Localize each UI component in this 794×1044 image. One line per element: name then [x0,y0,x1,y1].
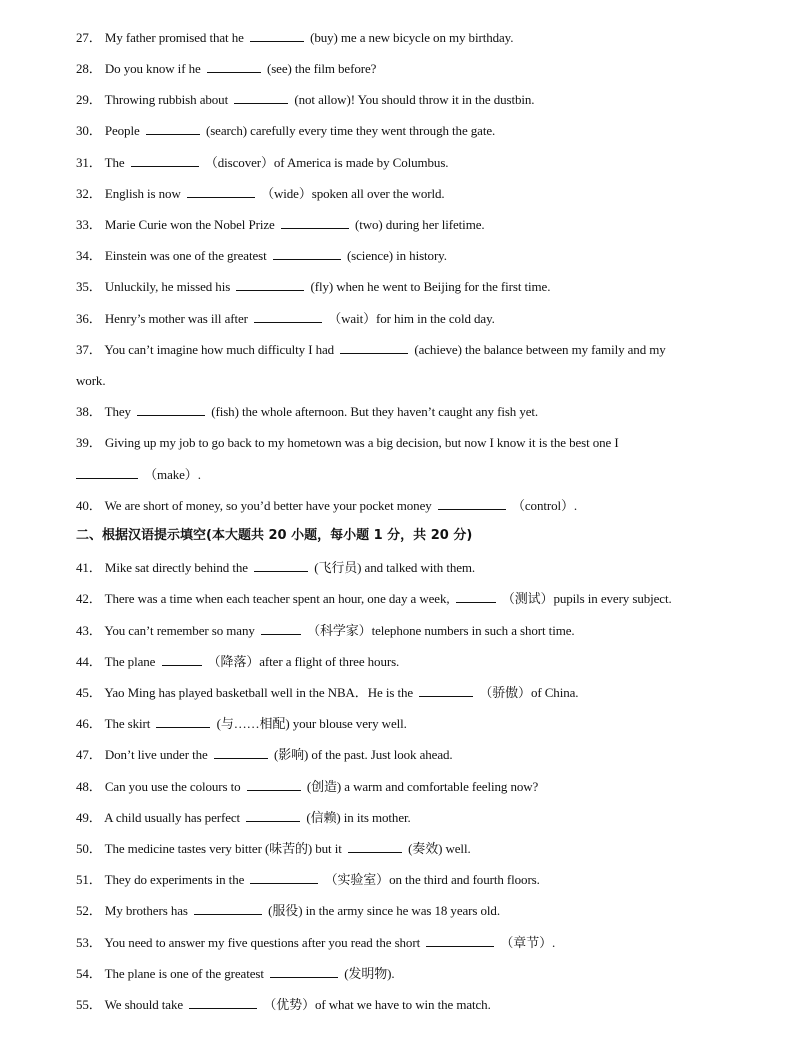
answer-blank[interactable] [247,779,301,791]
question-text: Marie Curie won the Nobel Prize [104,217,275,232]
answer-blank[interactable] [156,716,210,728]
question-text: A child usually has perfect [104,810,241,825]
answer-blank[interactable] [261,623,301,635]
question-53 [76,935,555,951]
question-hint: (see) the film before? [266,61,377,76]
answer-blank[interactable] [438,498,506,510]
question-text: work. [76,373,106,388]
question-number: 53． [76,935,102,950]
question-number: 50． [76,841,102,856]
question-number: 42． [76,591,102,606]
question-hint: （实验室）on the third and fourth floors. [324,872,540,887]
question-text: My father promised that he [104,30,244,45]
question-number: 51． [76,872,102,887]
question-number: 35． [76,279,102,294]
question-hint: （测试）pupils in every subject. [501,591,672,606]
question-30 [76,123,495,139]
answer-blank[interactable] [234,92,288,104]
question-hint: (fly) when he went to Beijing for the first time. [310,279,551,294]
answer-blank[interactable] [250,30,304,42]
question-50 [76,841,471,857]
answer-blank[interactable] [162,654,202,666]
question-number: 48． [76,779,102,794]
question-55 [76,997,491,1013]
question-51 [76,872,540,888]
question-number: 33． [76,217,102,232]
question-35 [76,279,550,295]
answer-blank[interactable] [194,903,262,915]
question-hint: (发明物). [344,966,395,981]
answer-blank[interactable] [76,467,138,479]
question-48 [76,779,538,795]
answer-blank[interactable] [236,279,304,291]
question-number: 30． [76,123,102,138]
answer-blank[interactable] [187,186,255,198]
question-32 [76,186,445,202]
question-text: Giving up my job to go back to my hometown was a big decision, but now I know it is the best one I [104,435,619,450]
question-54 [76,966,395,982]
question-hint: (飞行员) and talked with them. [314,560,476,575]
question-46 [76,716,407,732]
question-number: 31． [76,155,102,170]
question-text: The [104,155,125,170]
question-number: 39． [76,435,102,450]
question-40 [76,498,577,514]
question-hint: (fish) the whole afternoon. But they haven’t caught any fish yet. [211,404,539,419]
answer-blank[interactable] [340,342,408,354]
question-number: 27． [76,30,102,45]
question-hint: (not allow)! You should throw it in the dustbin. [294,92,535,107]
question-hint: (创造) a warm and comfortable feeling now? [306,779,539,794]
question-hint: （科学家）telephone numbers in such a short time. [307,623,575,638]
question-number: 38． [76,404,102,419]
question-hint: （wait）for him in the cold day. [328,311,495,326]
question-text: You need to answer my five questions after you read the short [104,935,421,950]
section-heading: 二、根据汉语提示填空(本大题共 20 小题，每小题 1 分，共 20 分) [76,528,473,543]
question-hint: （优势）of what we have to win the match. [263,997,491,1012]
question-45 [76,685,578,701]
question-text: Throwing rubbish about [104,92,229,107]
question-number: 46． [76,716,102,731]
question-33 [76,217,485,233]
question-hint: (信赖) in its mother. [306,810,411,825]
question-36 [76,311,495,327]
answer-blank[interactable] [137,404,205,416]
answer-blank[interactable] [273,248,341,260]
question-hint: (science) in history. [346,248,447,263]
question-text: Mike sat directly behind the [104,560,248,575]
question-41 [76,560,475,576]
question-hint: （control）. [511,498,578,513]
question-number: 55． [76,997,102,1012]
question-text: People [104,123,140,138]
question-number: 40． [76,498,102,513]
question-37 [76,342,666,358]
question-39-continuation [76,467,201,483]
question-text: Can you use the colours to [104,779,241,794]
answer-blank[interactable] [131,155,199,167]
question-49 [76,810,411,826]
answer-blank[interactable] [246,810,300,822]
question-text: They do experiments in the [104,872,245,887]
question-hint: (与……相配) your blouse very well. [216,716,407,731]
question-28 [76,61,376,77]
question-text: The skirt [104,716,151,731]
question-hint: （骄傲）of China. [479,685,579,700]
question-text: Yao Ming has played basketball well in the NBA．He is the [104,685,414,700]
question-hint: (奏效) well. [408,841,471,856]
answer-blank[interactable] [189,997,257,1009]
answer-blank[interactable] [214,747,268,759]
question-hint: (buy) me a new bicycle on my birthday. [310,30,514,45]
question-number: 41． [76,560,102,575]
question-text: You can’t imagine how much difficulty I had [104,342,335,357]
question-text: They [104,404,131,419]
question-hint: (search) carefully every time they went through the gate. [205,123,496,138]
question-number: 37． [76,342,102,357]
question-hint: （章节）. [500,935,556,950]
question-number: 45． [76,685,102,700]
question-hint: (two) during her lifetime. [355,217,485,232]
question-number: 47． [76,747,102,762]
question-text: Do you know if he [104,61,201,76]
question-hint: (影响) of the past. Just look ahead. [274,747,453,762]
question-38 [76,404,538,420]
question-hint: （wide）spoken all over the world. [261,186,445,201]
answer-blank[interactable] [270,966,338,978]
question-text: We are short of money, so you’d better have your pocket money [104,498,432,513]
question-text: The plane is one of the greatest [104,966,264,981]
question-hint: （make）. [144,467,201,482]
question-number: 32． [76,186,102,201]
question-text: Henry’s mother was ill after [104,311,248,326]
question-44 [76,654,399,670]
question-39 [76,435,619,451]
answer-blank[interactable] [250,872,318,884]
question-number: 52． [76,903,102,918]
question-text: We should take [104,997,184,1012]
answer-blank[interactable] [281,217,349,229]
question-text: My brothers has [104,903,188,918]
question-hint: (服役) in the army since he was 18 years old. [268,903,500,918]
answer-blank[interactable] [207,61,261,73]
question-34 [76,248,447,264]
question-31 [76,155,448,171]
answer-blank[interactable] [456,591,496,603]
question-hint: （降落）after a flight of three hours. [207,654,400,669]
question-text: Don’t live under the [104,747,208,762]
question-37-continuation [76,373,105,389]
question-number: 28． [76,61,102,76]
question-number: 49． [76,810,102,825]
question-text: The medicine tastes very bitter (味苦的) but it [104,841,342,856]
question-number: 34． [76,248,102,263]
answer-blank[interactable] [146,123,200,135]
answer-blank[interactable] [254,560,308,572]
question-42 [76,591,672,607]
question-number: 36． [76,311,102,326]
question-number: 29． [76,92,102,107]
answer-blank[interactable] [348,841,402,853]
answer-blank[interactable] [419,685,473,697]
question-text: English is now [104,186,181,201]
answer-blank[interactable] [426,935,494,947]
question-52 [76,903,500,919]
question-hint: (achieve) the balance between my family and my [414,342,666,357]
question-text: Unluckily, he missed his [104,279,231,294]
question-number: 43． [76,623,102,638]
answer-blank[interactable] [254,311,322,323]
question-29 [76,92,534,108]
question-number: 44． [76,654,102,669]
question-text: The plane [104,654,156,669]
question-text: There was a time when each teacher spent an hour, one day a week, [104,591,450,606]
question-text: Einstein was one of the greatest [104,248,267,263]
question-27 [76,30,513,46]
question-number: 54． [76,966,102,981]
question-text: You can’t remember so many [104,623,255,638]
question-47 [76,747,453,763]
question-43 [76,623,575,639]
question-hint: （discover）of America is made by Columbus. [204,155,449,170]
